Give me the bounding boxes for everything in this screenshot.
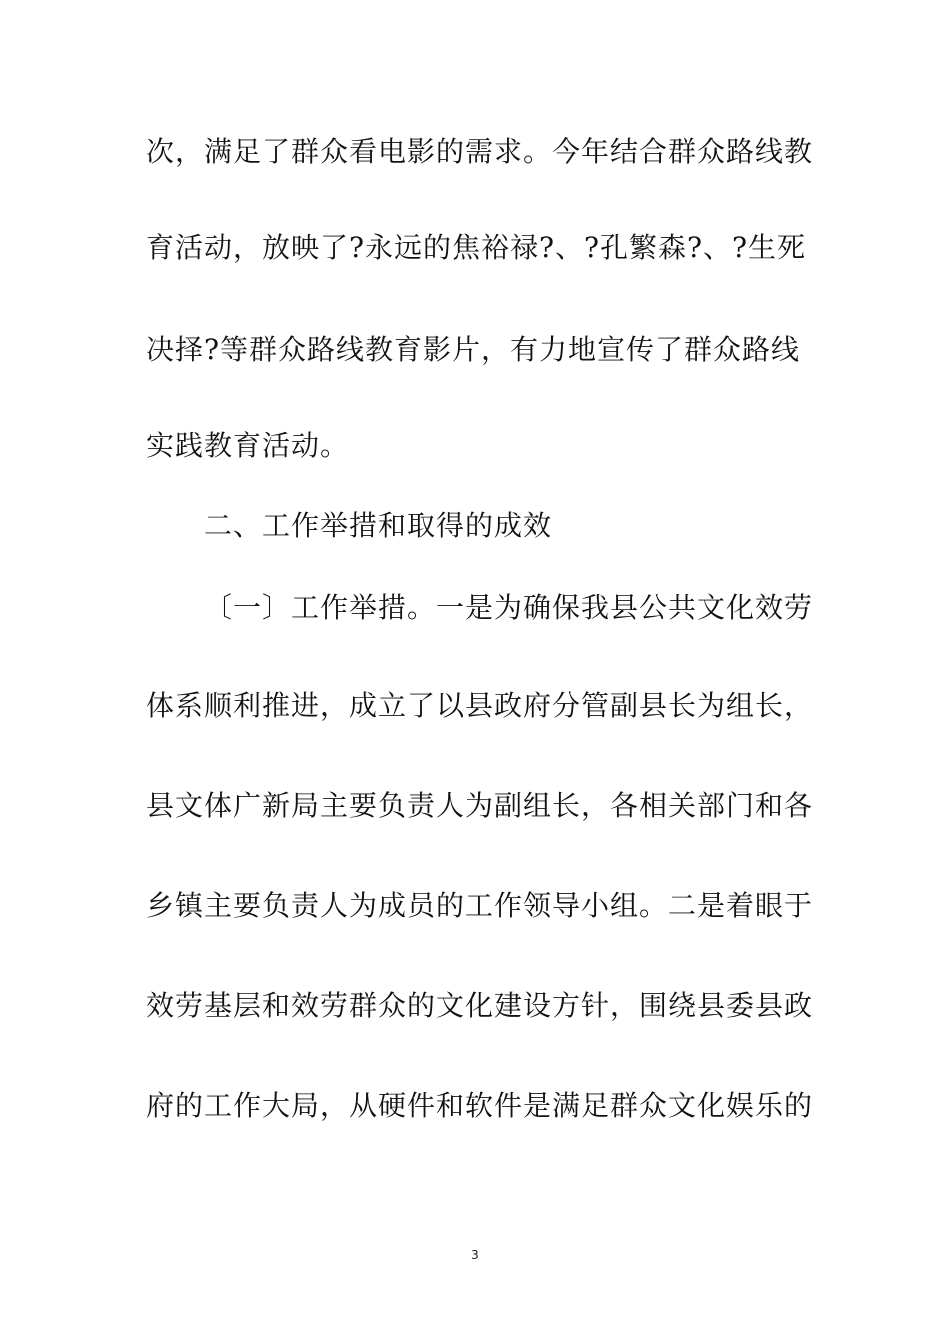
text-line-7: 体系顺利推进，成立了以县政府分管副县长为组长， <box>146 689 814 722</box>
text-line-8: 县文体广新局主要负责人为副组长，各相关部门和各 <box>146 789 814 822</box>
text-line-10: 效劳基层和效劳群众的文化建设方针，围绕县委县政 <box>146 989 814 1022</box>
text-line-9: 乡镇主要负责人为成员的工作领导小组。二是着眼于 <box>146 889 814 922</box>
text-line-6: 〔一〕工作举措。一是为确保我县公共文化效劳 <box>204 591 814 624</box>
section-heading: 二、工作举措和取得的成效 <box>204 509 553 542</box>
text-line-3: 决择?等群众路线教育影片，有力地宣传了群众路线 <box>146 333 801 366</box>
page-number: 3 <box>471 1248 479 1262</box>
text-line-4: 实践教育活动。 <box>146 429 350 462</box>
text-line-11: 府的工作大局，从硬件和软件是满足群众文化娱乐的 <box>146 1089 814 1122</box>
text-line-2: 育活动，放映了?永远的焦裕禄?、?孔繁森?、?生死 <box>146 231 807 264</box>
text-line-1: 次，满足了群众看电影的需求。今年结合群众路线教 <box>146 135 814 168</box>
